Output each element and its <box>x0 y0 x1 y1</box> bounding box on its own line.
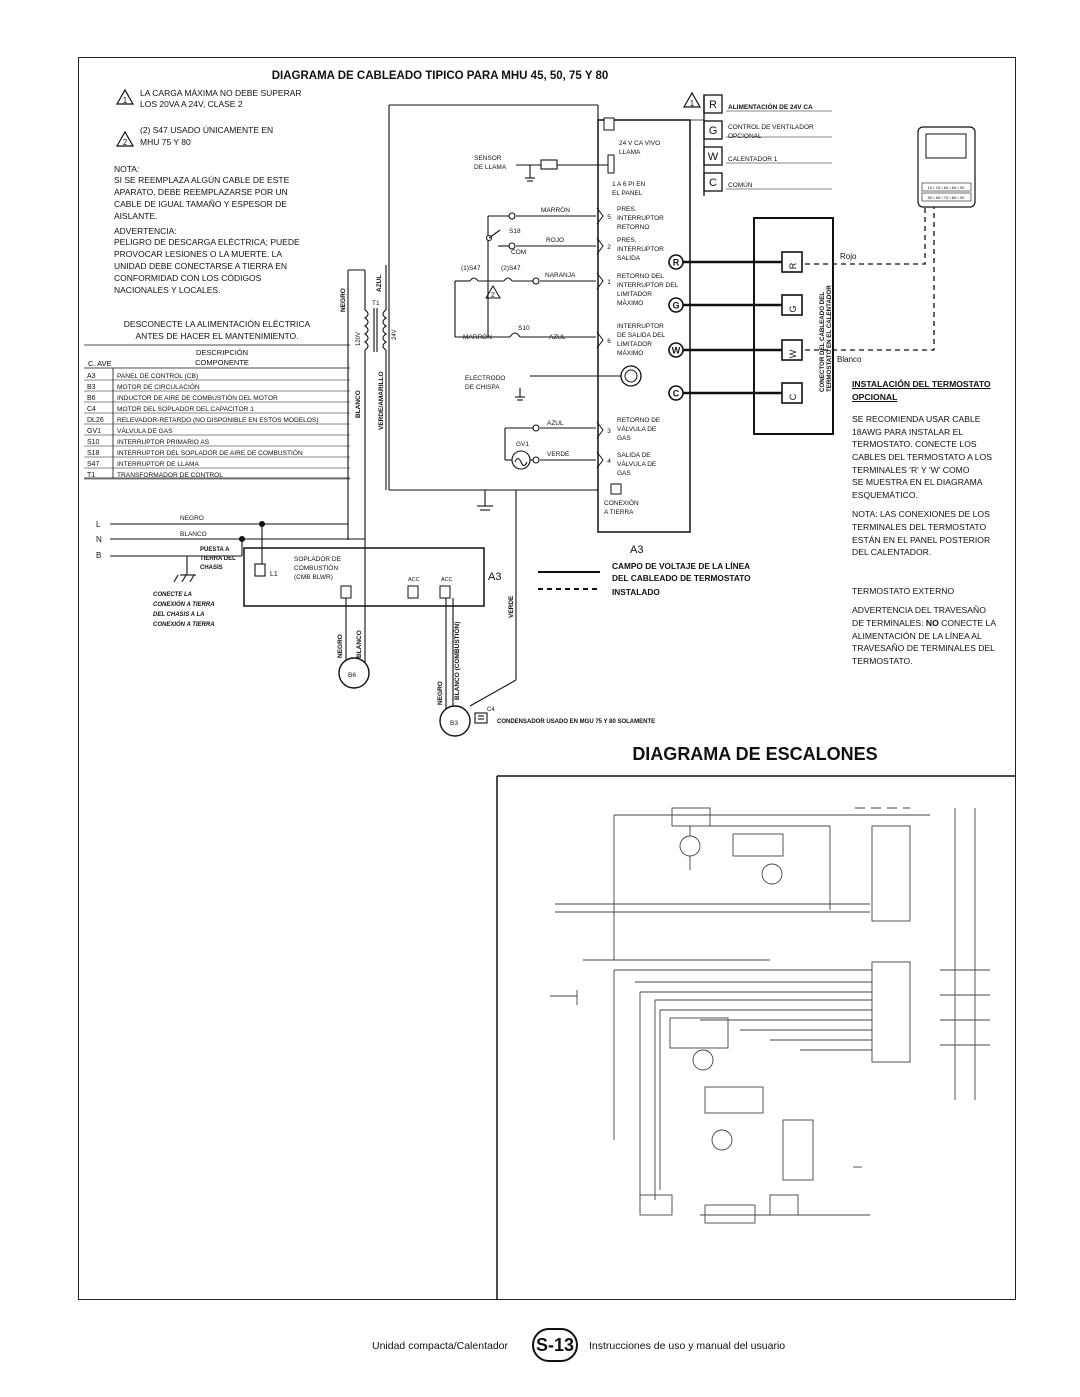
svg-text:MARRÓN: MARRÓN <box>541 207 570 214</box>
svg-text:NOTA:: NOTA: <box>114 164 140 174</box>
svg-text:DESCONECTE LA ALIMENTACIÓN ELÉ: DESCONECTE LA ALIMENTACIÓN ELÉCTRICA <box>123 319 311 329</box>
svg-text:A TIERRA: A TIERRA <box>604 509 634 516</box>
svg-text:UNIDAD DEBE CONECTARSE A TIERR: UNIDAD DEBE CONECTARSE A TIERRA EN <box>114 261 288 271</box>
legend-code: A3 <box>87 373 96 380</box>
legend-code: DL26 <box>87 417 104 424</box>
legend-code: S47 <box>87 461 100 468</box>
svg-text:RETORNO DE: RETORNO DE <box>617 417 661 424</box>
legend-code: S10 <box>87 439 100 446</box>
ladder-title: DIAGRAMA DE ESCALONES <box>632 744 878 764</box>
legend-description: INTERRUPTOR DEL SOPLADOR DE AIRE DE COMBUSTIÓN <box>117 450 303 457</box>
svg-text:2: 2 <box>122 138 128 147</box>
legend-code: B6 <box>87 395 96 402</box>
svg-text:MARRÓN: MARRÓN <box>463 334 492 341</box>
svg-text:NEGRO: NEGRO <box>340 288 347 312</box>
legend-description: INTERRUPTOR PRIMARIO AS <box>117 439 210 446</box>
terminal-label: CALENTADOR 1 <box>728 156 778 163</box>
svg-text:CAMPO DE VOLTAJE DE LA LÍNEA: CAMPO DE VOLTAJE DE LA LÍNEA <box>612 561 751 571</box>
legend-code: S18 <box>87 450 100 457</box>
svg-text:S18: S18 <box>509 228 521 235</box>
disconnect-warning <box>124 319 311 341</box>
svg-text:LA CARGA MÁXIMA NO DEBE SUPERA: LA CARGA MÁXIMA NO DEBE SUPERAR <box>140 88 302 98</box>
svg-text:NACIONALES Y LOCALES.: NACIONALES Y LOCALES. <box>114 285 221 295</box>
svg-text:VÁLVULA DE: VÁLVULA DE <box>617 461 657 468</box>
pin-number: 5 <box>607 214 611 221</box>
pin-number: 4 <box>607 458 611 465</box>
component-legend <box>84 345 350 479</box>
svg-text:DEL CHASIS A LA: DEL CHASIS A LA <box>153 612 205 618</box>
svg-text:NEGRO: NEGRO <box>337 634 344 658</box>
pin-number: 3 <box>607 428 611 435</box>
svg-text:COMPONENTE: COMPONENTE <box>195 358 249 367</box>
page-number: S-13 <box>532 1328 578 1362</box>
svg-text:CONDENSADOR USADO EN MGU 75 Y: CONDENSADOR USADO EN MGU 75 Y 80 SOLAMENTE <box>497 719 656 725</box>
svg-text:(2) S47 USADO ÚNICAMENTE EN: (2) S47 USADO ÚNICAMENTE EN <box>140 125 274 135</box>
svg-text:A3: A3 <box>630 544 644 556</box>
terminal-label: ALIMENTACIÓN DE 24V CA <box>728 104 813 111</box>
svg-text:BLANCO (COMBUSTIÓN): BLANCO (COMBUSTIÓN) <box>454 621 461 700</box>
warning-2 <box>117 125 273 147</box>
svg-text:MÁXIMO: MÁXIMO <box>617 300 644 307</box>
svg-text:ACC: ACC <box>408 577 420 583</box>
svg-text:B6: B6 <box>348 672 356 679</box>
svg-text:CONEXIÓN: CONEXIÓN <box>604 500 639 507</box>
svg-text:L: L <box>96 520 101 529</box>
pin-number: 2 <box>607 244 611 251</box>
svg-text:GAS: GAS <box>617 470 631 477</box>
svg-text:ANTES DE HACER EL MANTENIMIENT: ANTES DE HACER EL MANTENIMIENTO. <box>135 331 299 341</box>
page-footer <box>0 1328 1080 1362</box>
terminal-letter: G <box>708 125 718 137</box>
svg-text:DE SALIDA DEL: DE SALIDA DEL <box>617 332 666 339</box>
line-input-labels <box>96 515 236 628</box>
svg-text:PRES.: PRES. <box>617 237 637 244</box>
svg-text:2: 2 <box>491 292 495 299</box>
svg-text:DESCRIPCIÓN: DESCRIPCIÓN <box>195 348 249 357</box>
svg-text:L1: L1 <box>270 571 278 578</box>
thermostat-icon <box>918 127 975 207</box>
legend-description: RELEVADOR-RETARDO (NO DISPONIBLE EN ESTOS MODELOS) <box>117 417 319 424</box>
legend-description: PANEL DE CONTROL (CB) <box>117 373 199 380</box>
svg-text:24 V CA VIVO: 24 V CA VIVO <box>619 140 661 147</box>
board-terminal-letter: R <box>672 257 680 268</box>
pin-number: 1 <box>607 279 611 286</box>
line-input <box>110 522 365 583</box>
legend-description: TRANSFORMADOR DE CONTROL <box>117 472 223 479</box>
motor-labels <box>337 595 655 727</box>
warning-1 <box>117 88 302 109</box>
svg-text:LIMITADOR: LIMITADOR <box>617 341 652 348</box>
legend-description: VÁLVULA DE GAS <box>117 428 173 435</box>
terminal-letter: W <box>707 151 719 163</box>
svg-text:CONECTE LA: CONECTE LA <box>153 592 192 598</box>
legend-description: INTERRUPTOR DE LLAMA <box>117 461 199 468</box>
svg-text:CABLE DE IGUAL TAMAÑO Y ESPESO: CABLE DE IGUAL TAMAÑO Y ESPESOR DE <box>114 199 287 209</box>
svg-text:NARANJA: NARANJA <box>545 272 576 279</box>
legend-code: T1 <box>87 472 96 479</box>
svg-text:BLANCO: BLANCO <box>355 390 362 418</box>
svg-text:N: N <box>96 535 102 544</box>
connector-terminal-letter: W <box>788 349 798 359</box>
svg-text:1: 1 <box>122 96 128 105</box>
svg-text:(2)S47: (2)S47 <box>501 265 521 272</box>
svg-text:CONEXIÓN A TIERRA: CONEXIÓN A TIERRA <box>153 602 215 608</box>
legend-code: C4 <box>87 406 96 413</box>
svg-text:DEL CABLEADO DE TERMOSTATO: DEL CABLEADO DE TERMOSTATO <box>612 573 751 583</box>
svg-text:(1)S47: (1)S47 <box>461 265 481 272</box>
terminal-label: OPCIONAL <box>728 133 762 140</box>
pin-number: 6 <box>607 338 611 345</box>
svg-text:B: B <box>96 551 102 560</box>
legend-description: MOTOR DEL SOPLADOR DEL CAPACITOR 1 <box>117 406 254 413</box>
svg-text:ACC: ACC <box>441 577 453 583</box>
svg-text:INTERRUPTOR: INTERRUPTOR <box>617 246 664 253</box>
svg-text:SALIDA: SALIDA <box>617 255 641 262</box>
svg-text:Rojo: Rojo <box>840 252 857 261</box>
legend-code: GV1 <box>87 428 102 435</box>
svg-text:10 • 15 • 60 • 65 • 90: 10 • 15 • 60 • 65 • 90 <box>927 185 965 190</box>
svg-text:DE CHISPA: DE CHISPA <box>465 384 500 391</box>
svg-text:CONFORMIDAD CON LOS CÓDIGOS: CONFORMIDAD CON LOS CÓDIGOS <box>114 273 262 283</box>
svg-text:S10: S10 <box>518 325 530 332</box>
install-note: INSTALACIÓN DEL TERMOSTATO OPCIONAL SE RECOMIENDA USAR CABLE 18AWG PARA INSTALAR EL TERMOSTATO. CONECTE LOS CABLES DEL TERMOSTATO A LOS TERMINALES 'R' Y 'W' COMO SE MUESTRA EN EL DIAGRAMA ESQUEMÁTICO. NOTA: LAS CONEXIONES DE LOS TERMINALES DEL TERMOSTATO ESTÁN EN EL PANEL POSTERIOR DEL CALENTADOR. TERMOSTATO EXTERNO ADVERTENCIA DEL TRAVESAÑO DE TERMINALES: NO CONECTE LA ALIMENTACIÓN DE LA LÍNEA AL TRAVESAÑO DE TERMINALES DEL TERMOSTATO. <box>852 379 997 666</box>
svg-text:CONECTOR DEL CABLEADO DEL: CONECTOR DEL CABLEADO DEL <box>819 291 826 392</box>
svg-text:Blanco: Blanco <box>837 355 862 364</box>
svg-text:VERDE: VERDE <box>508 595 515 618</box>
legend-description: INDUCTOR DE AIRE DE COMBUSTIÓN DEL MOTOR <box>117 395 278 402</box>
board-terminal-letter: C <box>672 388 680 399</box>
svg-text:ROJO: ROJO <box>546 237 565 244</box>
svg-text:GAS: GAS <box>617 435 631 442</box>
svg-text:INSTALADO: INSTALADO <box>612 587 660 597</box>
svg-text:SENSOR: SENSOR <box>474 155 502 162</box>
terminal-label: CONTROL DE VENTILADOR <box>728 124 814 131</box>
svg-text:VERDE/AMARILLO: VERDE/AMARILLO <box>378 371 385 430</box>
svg-text:SALIDA DE: SALIDA DE <box>617 452 651 459</box>
svg-text:T1: T1 <box>372 300 380 307</box>
svg-text:TIERRA DEL: TIERRA DEL <box>200 556 236 562</box>
svg-text:INTERRUPTOR: INTERRUPTOR <box>617 323 664 330</box>
svg-text:RETORNO: RETORNO <box>617 224 650 231</box>
footer-right: Instrucciones de uso y manual del usuario <box>589 1340 786 1352</box>
svg-text:INTERRUPTOR: INTERRUPTOR <box>617 215 664 222</box>
connector-terminal-letter: C <box>788 393 798 401</box>
svg-text:1: 1 <box>689 99 695 108</box>
svg-text:NEGRO: NEGRO <box>437 681 444 705</box>
footer-left: Unidad compacta/Calentador <box>372 1340 508 1352</box>
svg-text:LOS 20VA A 24V, CLASE 2: LOS 20VA A 24V, CLASE 2 <box>140 99 243 109</box>
svg-text:LIMITADOR: LIMITADOR <box>617 291 652 298</box>
svg-text:GV1: GV1 <box>516 441 530 448</box>
line-key-legend <box>538 561 751 597</box>
svg-text:APARATO, DEBE REEMPLAZARSE POR: APARATO, DEBE REEMPLAZARSE POR UN <box>114 187 288 197</box>
svg-text:120V: 120V <box>356 331 362 346</box>
svg-text:CHASIS: CHASIS <box>200 565 223 571</box>
svg-text:VÁLVULA DE: VÁLVULA DE <box>617 426 657 433</box>
svg-text:INTERRUPTOR DEL: INTERRUPTOR DEL <box>617 282 679 289</box>
svg-text:B3: B3 <box>450 720 458 727</box>
svg-text:1 A 6 PI EN: 1 A 6 PI EN <box>612 181 646 188</box>
svg-text:TERMOSTATO EN EL CALENTADOR: TERMOSTATO EN EL CALENTADOR <box>826 285 833 392</box>
terminal-label: COMÚN <box>728 182 753 189</box>
diagram-title: DIAGRAMA DE CABLEADO TIPICO PARA MHU 45, 50, 75 Y 80 <box>271 70 609 82</box>
svg-text:PUESTA A: PUESTA A <box>200 547 230 553</box>
svg-text:ADVERTENCIA:: ADVERTENCIA: <box>114 226 177 236</box>
board-terminal-letter: G <box>672 300 680 311</box>
svg-text:AZUL: AZUL <box>547 420 564 427</box>
svg-text:PRES.: PRES. <box>617 206 637 213</box>
svg-text:SI SE REEMPLAZA ALGÚN CABLE DE: SI SE REEMPLAZA ALGÚN CABLE DE ESTE <box>114 175 290 185</box>
connector-terminal-letter: R <box>788 262 798 270</box>
svg-text:CONEXIÓN A TIERRA: CONEXIÓN A TIERRA <box>153 622 215 628</box>
svg-text:A3: A3 <box>488 571 502 583</box>
svg-text:C4: C4 <box>487 707 495 713</box>
svg-text:MHU 75 Y 80: MHU 75 Y 80 <box>140 137 191 147</box>
terminal-letter: C <box>709 177 717 189</box>
svg-text:AISLANTE.: AISLANTE. <box>114 211 158 221</box>
svg-text:PELIGRO DE DESCARGA ELÉCTRICA;: PELIGRO DE DESCARGA ELÉCTRICA; PUEDE <box>114 237 300 247</box>
svg-text:ELECTRODO: ELECTRODO <box>465 375 506 382</box>
svg-text:RETORNO DEL: RETORNO DEL <box>617 273 664 280</box>
nota-block <box>114 164 290 221</box>
board-terminal-letter: W <box>671 345 681 356</box>
connector-terminal-letter: G <box>788 305 798 313</box>
svg-text:LLAMA: LLAMA <box>619 149 641 156</box>
svg-text:AZUL: AZUL <box>376 274 383 292</box>
legend-description: MOTOR DE CIRCULACIÓN <box>117 384 200 391</box>
svg-text:PROVOCAR LESIONES O LA MUERTE.: PROVOCAR LESIONES O LA MUERTE. LA <box>114 249 283 259</box>
svg-text:(CMB BLWR): (CMB BLWR) <box>294 574 333 581</box>
blower-box <box>244 548 501 606</box>
svg-text:24V: 24V <box>392 329 398 340</box>
svg-text:AZUL: AZUL <box>549 334 566 341</box>
svg-text:NEGRO: NEGRO <box>180 515 204 522</box>
svg-text:DE LLAMA: DE LLAMA <box>474 164 507 171</box>
svg-text:SOPLADOR DE: SOPLADOR DE <box>294 556 341 563</box>
svg-text:COM: COM <box>511 249 527 256</box>
svg-text:50 • 65 • 70 • 85 • 90: 50 • 65 • 70 • 85 • 90 <box>927 195 965 200</box>
board-wire-labels <box>461 155 576 458</box>
svg-text:EL PANEL: EL PANEL <box>612 190 643 197</box>
svg-text:BLANCO: BLANCO <box>180 531 207 538</box>
svg-text:BLANCO: BLANCO <box>356 630 363 658</box>
svg-text:VERDE: VERDE <box>547 451 570 458</box>
legend-code: B3 <box>87 384 96 391</box>
svg-text:C. AVE: C. AVE <box>88 359 112 368</box>
svg-text:MÁXIMO: MÁXIMO <box>617 350 644 357</box>
advertencia-block <box>114 226 300 295</box>
ladder-diagram <box>497 776 1016 1300</box>
svg-text:COMBUSTIÓN: COMBUSTIÓN <box>294 565 339 572</box>
terminal-letter: R <box>709 99 717 111</box>
